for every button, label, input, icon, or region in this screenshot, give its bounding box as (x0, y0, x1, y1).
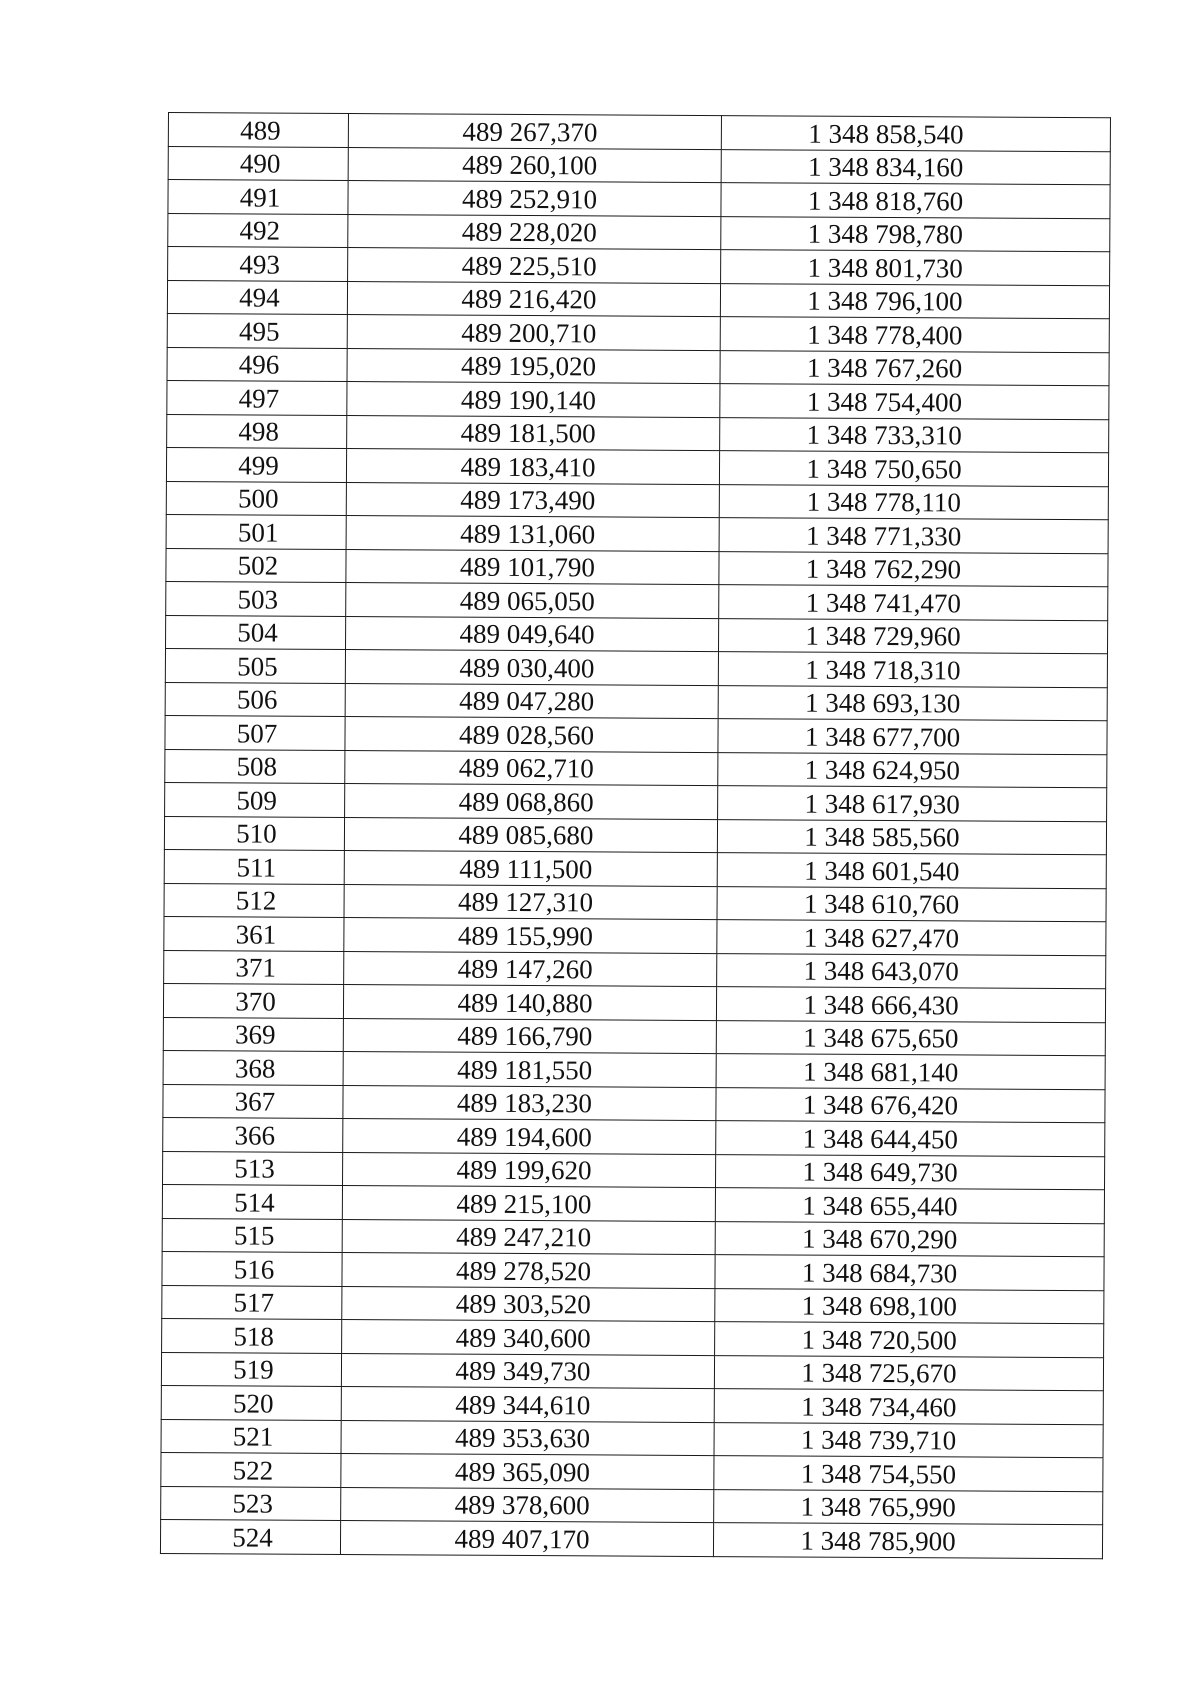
table-row (168, 213, 1110, 252)
y-coordinate-cell: 1 348 601,540 (717, 853, 1106, 889)
table-row (165, 648, 1107, 687)
point-number-cell: 371 (164, 950, 344, 985)
y-coordinate-cell: 1 348 771,330 (719, 518, 1108, 554)
x-coordinate-cell: 489 267,370 (348, 114, 721, 150)
point-number-cell: 496 (167, 347, 347, 382)
x-coordinate-cell: 489 028,560 (345, 716, 718, 752)
x-coordinate-cell: 489 199,620 (343, 1152, 716, 1188)
y-coordinate-cell: 1 348 725,670 (714, 1355, 1103, 1391)
y-coordinate-cell: 1 348 617,930 (718, 786, 1107, 822)
y-coordinate-cell: 1 348 698,100 (715, 1288, 1104, 1324)
point-number-cell: 368 (163, 1050, 343, 1085)
y-coordinate-cell: 1 348 765,990 (714, 1489, 1103, 1525)
y-coordinate-cell: 1 348 643,070 (717, 953, 1106, 989)
x-coordinate-cell: 489 181,500 (347, 415, 720, 451)
table-row (164, 950, 1106, 989)
table-row (167, 347, 1109, 386)
table-row (161, 1452, 1103, 1491)
y-coordinate-cell: 1 348 670,290 (715, 1221, 1104, 1257)
x-coordinate-cell: 489 225,510 (348, 248, 721, 284)
table-row (162, 1285, 1104, 1324)
x-coordinate-cell: 489 228,020 (348, 214, 721, 250)
table-row (165, 749, 1107, 788)
x-coordinate-cell: 489 085,680 (344, 817, 717, 853)
y-coordinate-cell: 1 348 677,700 (718, 719, 1107, 755)
y-coordinate-cell: 1 348 649,730 (716, 1154, 1105, 1190)
x-coordinate-cell: 489 049,640 (346, 616, 719, 652)
point-number-cell: 367 (163, 1084, 343, 1119)
table-row (161, 1385, 1103, 1424)
y-coordinate-cell: 1 348 718,310 (718, 652, 1107, 688)
y-coordinate-cell: 1 348 785,900 (713, 1523, 1102, 1559)
y-coordinate-cell: 1 348 624,950 (718, 752, 1107, 788)
point-number-cell: 497 (167, 380, 347, 415)
table-row (167, 280, 1109, 319)
x-coordinate-cell: 489 111,500 (344, 850, 717, 886)
x-coordinate-cell: 489 140,880 (343, 984, 716, 1020)
y-coordinate-cell: 1 348 754,400 (720, 384, 1109, 420)
point-number-cell: 517 (162, 1285, 342, 1320)
y-coordinate-cell: 1 348 610,760 (717, 886, 1106, 922)
x-coordinate-cell: 489 068,860 (345, 783, 718, 819)
x-coordinate-cell: 489 030,400 (345, 649, 718, 685)
y-coordinate-cell: 1 348 767,260 (720, 350, 1109, 386)
y-coordinate-cell: 1 348 741,470 (719, 585, 1108, 621)
table-row (168, 247, 1110, 286)
point-number-cell: 514 (162, 1184, 342, 1219)
x-coordinate-cell: 489 365,090 (341, 1453, 714, 1489)
x-coordinate-cell: 489 260,100 (348, 147, 721, 183)
table-row (166, 548, 1108, 587)
table-row (162, 1218, 1104, 1257)
table-row (166, 481, 1108, 520)
table-row (166, 514, 1108, 553)
y-coordinate-cell: 1 348 739,710 (714, 1422, 1103, 1458)
x-coordinate-cell: 489 062,710 (345, 750, 718, 786)
x-coordinate-cell: 489 101,790 (346, 549, 719, 585)
point-number-cell: 506 (165, 682, 345, 717)
x-coordinate-cell: 489 183,410 (346, 449, 719, 485)
table-row (163, 1084, 1105, 1123)
point-number-cell: 370 (163, 983, 343, 1018)
table-row (161, 1486, 1103, 1525)
y-coordinate-cell: 1 348 778,400 (720, 317, 1109, 353)
x-coordinate-cell: 489 252,910 (348, 181, 721, 217)
y-coordinate-cell: 1 348 734,460 (714, 1389, 1103, 1425)
point-number-cell: 501 (166, 514, 346, 549)
table-row (166, 615, 1108, 654)
y-coordinate-cell: 1 348 801,730 (721, 250, 1110, 286)
table-row (162, 1318, 1104, 1357)
table-row (168, 180, 1110, 219)
point-number-cell: 500 (166, 481, 346, 516)
point-number-cell: 494 (167, 280, 347, 315)
table-row (167, 414, 1109, 453)
point-number-cell: 503 (166, 581, 346, 616)
y-coordinate-cell: 1 348 778,110 (719, 484, 1108, 520)
y-coordinate-cell: 1 348 666,430 (716, 987, 1105, 1023)
y-coordinate-cell: 1 348 681,140 (716, 1054, 1105, 1090)
point-number-cell: 505 (165, 648, 345, 683)
table-row (166, 447, 1108, 486)
table-row (160, 1519, 1102, 1558)
y-coordinate-cell: 1 348 644,450 (716, 1121, 1105, 1157)
x-coordinate-cell: 489 200,710 (347, 315, 720, 351)
y-coordinate-cell: 1 348 796,100 (720, 283, 1109, 319)
point-number-cell: 512 (164, 883, 344, 918)
y-coordinate-cell: 1 348 858,540 (721, 116, 1110, 152)
table-row (165, 682, 1107, 721)
x-coordinate-cell: 489 353,630 (341, 1420, 714, 1456)
point-number-cell: 498 (167, 414, 347, 449)
x-coordinate-cell: 489 407,170 (340, 1520, 713, 1556)
table-row (161, 1352, 1103, 1391)
x-coordinate-cell: 489 166,790 (343, 1018, 716, 1054)
point-number-cell: 489 (168, 113, 348, 148)
point-number-cell: 519 (161, 1352, 341, 1387)
coordinates-table-body (160, 113, 1110, 1559)
x-coordinate-cell: 489 127,310 (344, 884, 717, 920)
point-number-cell: 521 (161, 1419, 341, 1454)
table-row (165, 782, 1107, 821)
coordinates-table (160, 112, 1111, 1559)
point-number-cell: 516 (162, 1251, 342, 1286)
x-coordinate-cell: 489 344,610 (341, 1386, 714, 1422)
table-row (168, 146, 1110, 185)
x-coordinate-cell: 489 247,210 (342, 1219, 715, 1255)
table-row (162, 1251, 1104, 1290)
table-row (164, 883, 1106, 922)
y-coordinate-cell: 1 348 676,420 (716, 1087, 1105, 1123)
y-coordinate-cell: 1 348 762,290 (719, 551, 1108, 587)
y-coordinate-cell: 1 348 798,780 (721, 216, 1110, 252)
x-coordinate-cell: 489 183,230 (343, 1085, 716, 1121)
x-coordinate-cell: 489 349,730 (341, 1353, 714, 1389)
table-row (163, 983, 1105, 1022)
table-row (163, 1151, 1105, 1190)
x-coordinate-cell: 489 195,020 (347, 348, 720, 384)
table-row (164, 916, 1106, 955)
x-coordinate-cell: 489 131,060 (346, 516, 719, 552)
table-row (167, 380, 1109, 419)
point-number-cell: 507 (165, 715, 345, 750)
point-number-cell: 524 (160, 1519, 340, 1554)
point-number-cell: 369 (163, 1017, 343, 1052)
x-coordinate-cell: 489 190,140 (347, 382, 720, 418)
x-coordinate-cell: 489 278,520 (342, 1252, 715, 1288)
point-number-cell: 504 (166, 615, 346, 650)
x-coordinate-cell: 489 155,990 (344, 917, 717, 953)
table-row (161, 1419, 1103, 1458)
point-number-cell: 499 (166, 447, 346, 482)
table-row (163, 1017, 1105, 1056)
table-row (168, 113, 1110, 152)
table-row (163, 1050, 1105, 1089)
x-coordinate-cell: 489 173,490 (346, 482, 719, 518)
y-coordinate-cell: 1 348 818,760 (721, 183, 1110, 219)
y-coordinate-cell: 1 348 750,650 (719, 451, 1108, 487)
point-number-cell: 493 (168, 247, 348, 282)
point-number-cell: 518 (162, 1318, 342, 1353)
point-number-cell: 509 (165, 782, 345, 817)
y-coordinate-cell: 1 348 655,440 (715, 1188, 1104, 1224)
point-number-cell: 520 (161, 1385, 341, 1420)
table-row (162, 1184, 1104, 1223)
point-number-cell: 366 (163, 1117, 343, 1152)
table-row (167, 313, 1109, 352)
point-number-cell: 490 (168, 146, 348, 181)
point-number-cell: 508 (165, 749, 345, 784)
point-number-cell: 492 (168, 213, 348, 248)
x-coordinate-cell: 489 047,280 (345, 683, 718, 719)
y-coordinate-cell: 1 348 684,730 (715, 1255, 1104, 1291)
y-coordinate-cell: 1 348 754,550 (714, 1456, 1103, 1492)
point-number-cell: 511 (164, 849, 344, 884)
point-number-cell: 515 (162, 1218, 342, 1253)
point-number-cell: 361 (164, 916, 344, 951)
y-coordinate-cell: 1 348 675,650 (716, 1020, 1105, 1056)
x-coordinate-cell: 489 340,600 (342, 1319, 715, 1355)
y-coordinate-cell: 1 348 585,560 (717, 819, 1106, 855)
x-coordinate-cell: 489 194,600 (343, 1118, 716, 1154)
x-coordinate-cell: 489 215,100 (342, 1185, 715, 1221)
y-coordinate-cell: 1 348 834,160 (721, 149, 1110, 185)
x-coordinate-cell: 489 147,260 (344, 951, 717, 987)
point-number-cell: 510 (164, 816, 344, 851)
y-coordinate-cell: 1 348 729,960 (718, 618, 1107, 654)
point-number-cell: 523 (161, 1486, 341, 1521)
y-coordinate-cell: 1 348 627,470 (717, 920, 1106, 956)
x-coordinate-cell: 489 378,600 (341, 1487, 714, 1523)
y-coordinate-cell: 1 348 720,500 (715, 1322, 1104, 1358)
point-number-cell: 495 (167, 313, 347, 348)
point-number-cell: 522 (161, 1452, 341, 1487)
x-coordinate-cell: 489 303,520 (342, 1286, 715, 1322)
table-row (165, 715, 1107, 754)
table-row (166, 581, 1108, 620)
point-number-cell: 491 (168, 180, 348, 215)
table-row (164, 849, 1106, 888)
point-number-cell: 513 (163, 1151, 343, 1186)
y-coordinate-cell: 1 348 733,310 (720, 417, 1109, 453)
x-coordinate-cell: 489 065,050 (346, 583, 719, 619)
y-coordinate-cell: 1 348 693,130 (718, 685, 1107, 721)
x-coordinate-cell: 489 181,550 (343, 1051, 716, 1087)
point-number-cell: 502 (166, 548, 346, 583)
table-row (163, 1117, 1105, 1156)
table-row (164, 816, 1106, 855)
x-coordinate-cell: 489 216,420 (347, 281, 720, 317)
